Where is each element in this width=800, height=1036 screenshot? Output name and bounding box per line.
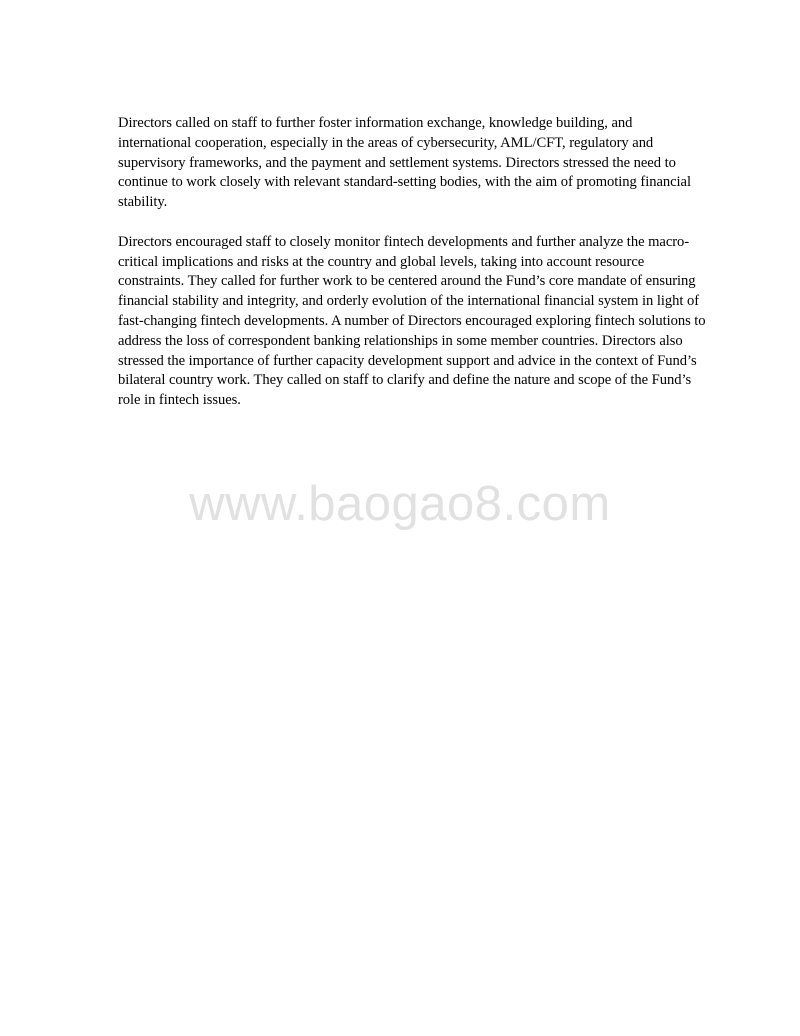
watermark: www.baogao8.com (189, 477, 611, 531)
paragraph-directors-fintech-monitoring: Directors encouraged staff to closely monitor fintech developments and further analyze the macro-critical implications and risks at the country and global levels, taking into account resource constraints. They called for further work to be centered around the Fund’s core mandate of ensuring financial stability and integrity, and orderly evolution of the international financial system in light of fast-changing fintech developments. A number of Directors encouraged exploring fintech solutions to address the loss of correspondent banking relationships in some member countries. Directors also stressed the importance of further capacity development support and advice in the context of Fund’s bilateral country work. They called on staff to clarify and define the nature and scope of the Fund’s role in fintech issues. (118, 233, 706, 409)
paragraph-directors-cooperation: Directors called on staff to further foster information exchange, knowledge building, and international cooperation, especially in the areas of cybersecurity, AML/CFT, regulatory and supervisory frameworks, and the payment and settlement systems. Directors stressed the need to continue to work closely with relevant standard-setting bodies, with the aim of promoting financial stability. (118, 115, 691, 211)
document-body (118, 114, 708, 411)
